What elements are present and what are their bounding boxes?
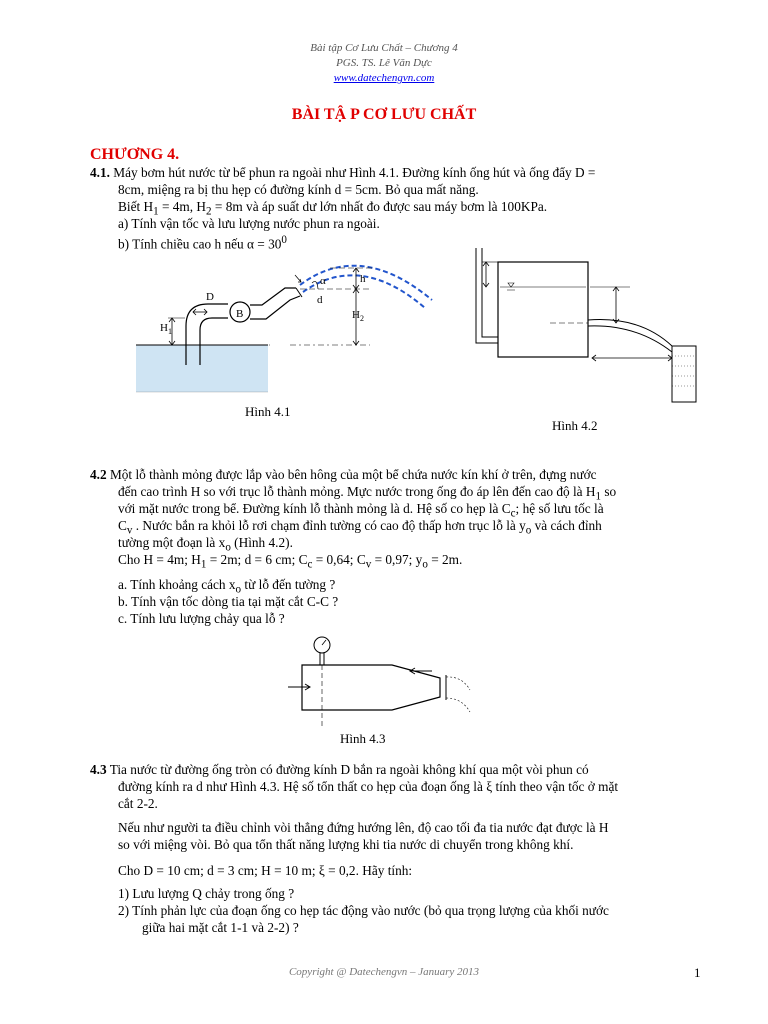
fig41-label-D: D xyxy=(206,291,214,303)
p42-given: Cho H = 4m; $H_1 = 2m$; d = 6 cm; $C_c = 0,64$; $C_v = 0,97$; $y_o = 2m$. xyxy=(118,552,463,571)
fig41-label-B: B xyxy=(236,308,244,320)
p43-given: Cho D = 10 cm; d = 3 cm; H = 10 m; ξ = 0,2. Hãy tính: xyxy=(118,863,413,878)
p43-question-1: 1) Lưu lượng Q chảy trong ống ? xyxy=(118,886,295,901)
page-title: BÀI TẬ P CƠ LƯU CHẤT xyxy=(291,106,477,123)
p41-line-3: Biết $H_1 = 4m$, $H_2 = 8m$ và áp suất dư lớn nhất đo được sau máy bơm là 100KPa. xyxy=(118,199,548,218)
fig41-caption: Hình 4.1 xyxy=(245,404,291,419)
p41-line-1: 4.1. Máy bơm hút nước từ bể phun ra ngoài như Hình 4.1. Đường kính ống hút và ống đẩy D = xyxy=(90,165,596,180)
fig41-label-H2: $H_2$ xyxy=(352,309,364,323)
p43-line-5: so với miệng vòi. Bỏ qua tổn thất năng lượng khi tia nước di chuyển trong không khí. xyxy=(118,837,574,852)
p42-question-c: c. Tính lưu lượng chảy qua lỗ ? xyxy=(118,611,285,626)
chapter-heading: CHƯƠNG 4. xyxy=(90,146,180,163)
header-line-1: Bài tập Cơ Lưu Chất – Chương 4 xyxy=(310,42,458,54)
p41-line-2: 8cm, miệng ra bị thu hẹp có đường kính d = 5cm. Bỏ qua mất năng. xyxy=(118,182,479,197)
p41-question-b: b) Tính chiều cao h nếu $\alpha = 30^0$ xyxy=(118,234,287,252)
p41-question-a: a) Tính vận tốc và lưu lượng nước phun ra ngoài. xyxy=(118,216,380,231)
p43-line-4: Nếu như người ta điều chỉnh vòi thẳng đứng hướng lên, độ cao tối đa tia nước đạt được là H xyxy=(118,820,609,835)
fig41-label-d: d xyxy=(317,294,323,306)
fig41-label-h: h xyxy=(360,273,366,285)
p42-question-b: b. Tính vận tốc dòng tia tại mặt cắt C-C ? xyxy=(118,594,339,609)
fig43-jet xyxy=(446,677,470,712)
p42-line-5: tường một đoạn là $x_o$ (Hình 4.2). xyxy=(118,535,293,554)
footer-copyright: Copyright @ Datechengvn – January 2013 xyxy=(288,966,480,978)
p43-line-2: đường kính ra d như Hình 4.3. Hệ số tổn thất co hẹp của đoạn ống là ξ tính theo vận tốc ở mặt xyxy=(118,779,619,794)
p43-line-1: 4.3 Tia nước từ đường ống tròn có đường kính D bắn ra ngoài không khí qua một vòi phun có xyxy=(90,762,589,777)
page-number: 1 xyxy=(694,965,701,980)
fig41-label-H1: $H_1$ xyxy=(160,322,172,336)
p42-line-1: 4.2 Một lỗ thành mỏng được lắp vào bên hông của một bể chứa nước kín khí ở trên, đựng nước xyxy=(90,467,597,482)
p42-question-a: a. Tính khoảng cách $x_o$ từ lỗ đến tường ? xyxy=(118,577,336,596)
p42-line-4: $C_v$ . Nước bắn ra khỏi lỗ rơi chạm đỉnh tường có cao độ thấp hơn trục lỗ là $y_o$ và cách đỉnh xyxy=(118,518,602,537)
fig43-pipe xyxy=(302,665,440,710)
fig42-caption: Hình 4.2 xyxy=(552,418,598,433)
p43-question-2-cont: giữa hai mặt cắt 1-1 và 2-2) ? xyxy=(142,920,299,935)
fig43-caption: Hình 4.3 xyxy=(340,731,386,746)
header-website-link[interactable]: www.datechengvn.com xyxy=(333,72,435,84)
p42-line-3: với mặt nước trong bể. Đường kính lỗ thành mỏng là d. Hệ số co hẹp là $C_c$; hệ số lưu tốc là xyxy=(118,501,604,520)
p43-line-3: cắt 2-2. xyxy=(118,796,158,811)
p42-line-2: đến cao trình H so với trục lỗ thành mỏng. Mực nước trong ống đo áp lên đến cao độ là $H_1$ so xyxy=(118,484,617,503)
fig41-label-alpha: α xyxy=(320,275,326,287)
p43-question-2: 2) Tính phản lực của đoạn ống co hẹp tác động vào nước (bỏ qua trọng lượng của khối nước xyxy=(118,903,609,918)
header-author: PGS. TS. Lê Văn Dực xyxy=(336,57,432,69)
